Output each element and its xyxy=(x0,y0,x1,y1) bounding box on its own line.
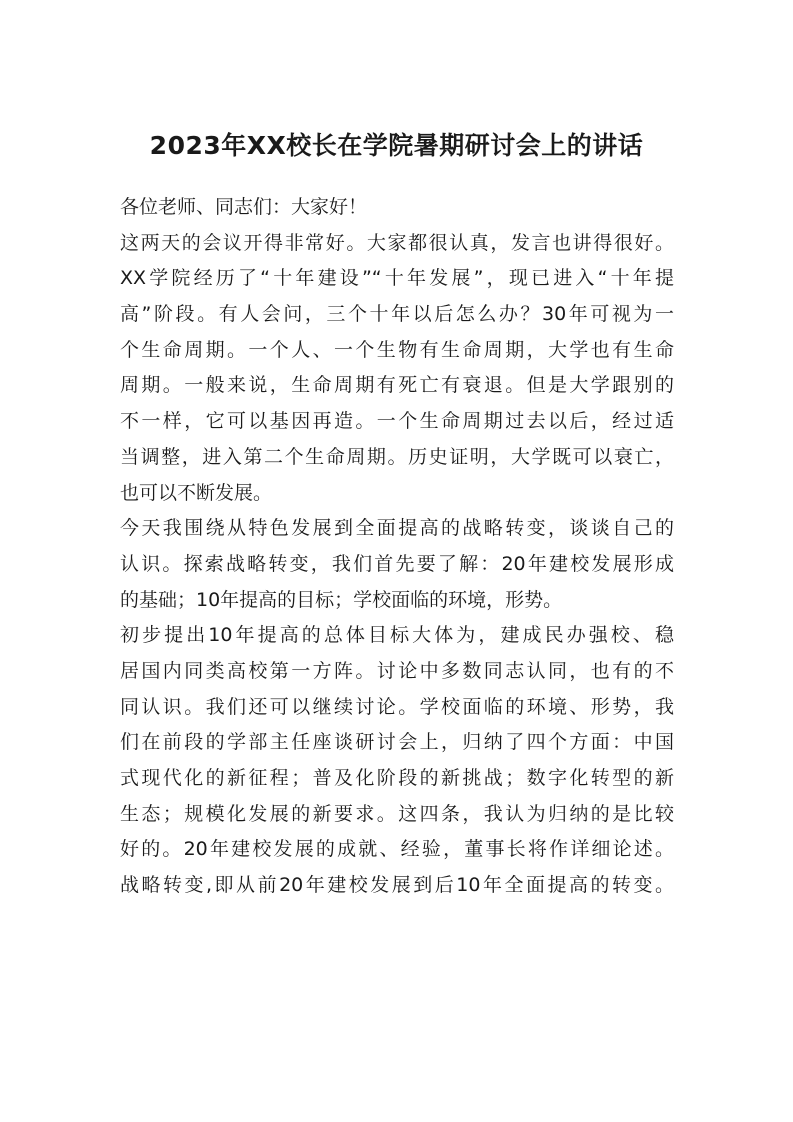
body-line: 各位老师、同志们：大家好！ xyxy=(120,196,368,218)
body-line: 当调整，进入第二个生命周期。历史证明，大学既可以衰亡， xyxy=(120,445,674,468)
body-line: 同认识。我们还可以继续讨论。学校面临的环境、形势，我 xyxy=(120,695,674,718)
body-line: 周期。一般来说，生命周期有死亡有衰退。但是大学跟别的 xyxy=(120,374,674,397)
document-body xyxy=(120,190,674,904)
body-line: 这两天的会议开得非常好。大家都很认真，发言也讲得很好。 xyxy=(120,231,674,254)
body-line: 今天我围绕从特色发展到全面提高的战略转变，谈谈自己的 xyxy=(120,517,674,540)
body-line: 的基础；10年提高的目标；学校面临的环境，形势。 xyxy=(120,588,563,611)
body-line: 战略转变,即从前20年建校发展到后10年全面提高的转变。 xyxy=(120,874,674,897)
body-line: 高”阶段。有人会问，三个十年以后怎么办？30年可视为一 xyxy=(120,303,674,326)
body-line: 不一样，它可以基因再造。一个生命周期过去以后，经过适 xyxy=(120,410,674,433)
body-line: 个生命周期。一个人、一个生物有生命周期，大学也有生命 xyxy=(120,338,674,361)
body-line: 们在前段的学部主任座谈研讨会上，归纳了四个方面：中国 xyxy=(120,731,674,754)
body-line: 初步提出10年提高的总体目标大体为，建成民办强校、稳 xyxy=(120,624,674,647)
body-line: 也可以不断发展。 xyxy=(120,481,273,504)
body-line: 居国内同类高校第一方阵。讨论中多数同志认同，也有的不 xyxy=(120,659,674,682)
body-line: XX学院经历了“十年建设”“十年发展”，现已进入“十年提 xyxy=(120,267,674,290)
body-line: 式现代化的新征程；普及化阶段的新挑战；数字化转型的新 xyxy=(120,767,674,789)
body-line: 生态；规模化发展的新要求。这四条，我认为归纳的是比较 xyxy=(120,802,674,825)
body-line: 认识。探索战略转变，我们首先要了解：20年建校发展形成 xyxy=(120,552,674,575)
body-line: 好的。20年建校发展的成就、经验，董事长将作详细论述。 xyxy=(120,838,674,861)
document-title: 2023年XX校长在学院暑期研讨会上的讲话 xyxy=(149,131,644,160)
